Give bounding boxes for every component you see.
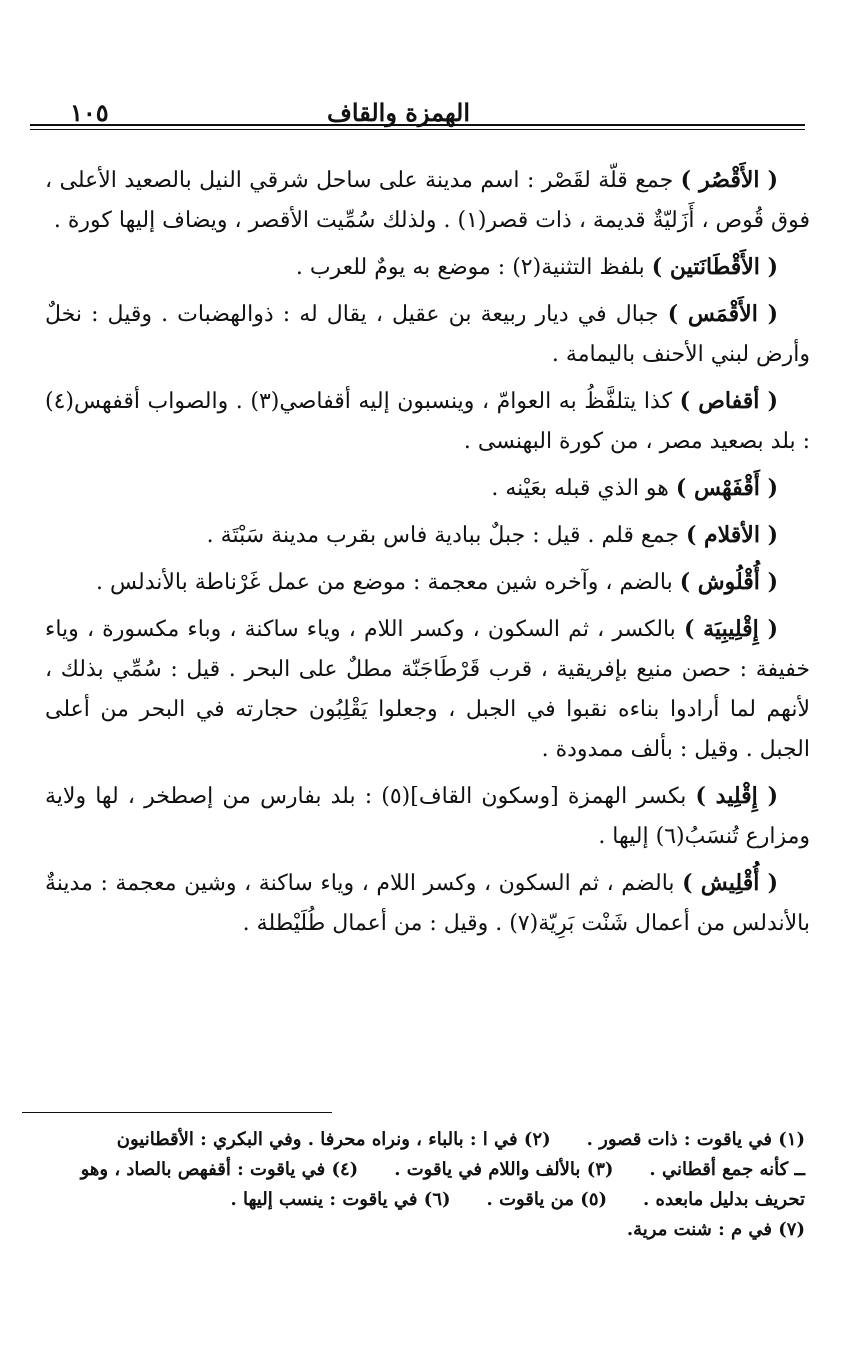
running-title: الهمزة والقاف bbox=[327, 97, 470, 127]
footnote: (٧) في م : شنت مرية. bbox=[626, 1219, 805, 1240]
entry-text: بالكسر ، ثم السكون ، وكسر اللام ، وياء ساكنة ، وباء مكسورة ، وياء خفيفة : حصن منيع بإفريقية ، قرب قَرْطَاجَنّة مطلٌ على البحر . قيل : سُمِّي بذلك ، لأنهم لما أرادوا بناءه نقبوا في الجبل ، وجعلوا يَقْلِبُون حجارته في البحر من أعلى الجبل . وقيل : بألف ممدودة . bbox=[45, 617, 810, 762]
entry-text: هو الذي قبله بعَيْنه . bbox=[491, 476, 676, 501]
footnote: (٣) بالألف واللام في ياقوت . bbox=[394, 1159, 614, 1180]
entry-term: ( إِقْلِيبِيَة ) bbox=[683, 616, 779, 642]
footnote-line bbox=[60, 1185, 805, 1215]
header-rule bbox=[30, 124, 805, 130]
footnote: (٢) في ا : بالباء ، ونراه محرفا . وفي البكري : الأقطانيون bbox=[116, 1129, 551, 1150]
entry-term: ( الأقلام ) bbox=[685, 522, 778, 548]
entry-term: ( أُقْلِيش ) bbox=[682, 870, 778, 896]
footnote-line bbox=[60, 1155, 805, 1185]
footnote: ــ كأنه جمع أقطاني . bbox=[649, 1159, 805, 1180]
entry-term: ( الأَقْمَس ) bbox=[667, 301, 778, 327]
footnote: (٦) في ياقوت : ينسب إليها . bbox=[230, 1189, 451, 1210]
entry-al-aqlam bbox=[45, 515, 810, 556]
entry-al-aqsur bbox=[45, 160, 810, 241]
entry-term: ( الأَقْطَانَتين ) bbox=[651, 254, 778, 280]
main-text bbox=[45, 160, 810, 950]
footnote-line bbox=[60, 1125, 805, 1155]
entry-uqlish bbox=[45, 863, 810, 944]
footnote: (١) في ياقوت : ذات قصور . bbox=[586, 1129, 805, 1150]
entry-aqfahs bbox=[45, 468, 810, 509]
entry-term: ( أقفاص ) bbox=[679, 388, 778, 414]
entry-term: ( أَقْفَهْس ) bbox=[675, 475, 778, 501]
entry-term: ( الأَقْصُر ) bbox=[680, 167, 779, 193]
entry-text: جمع قلم . قيل : جبلٌ ببادية فاس بقرب مدينة سَبْتَة . bbox=[206, 523, 686, 548]
entry-term: ( أُقْلُوش ) bbox=[679, 569, 778, 595]
entry-text: جمع قلّة لقَصْر : اسم مدينة على ساحل شرقي النيل بالصعيد الأعلى ، فوق قُوص ، أَزَليّةٌ قديمة ، ذات قصر(١) . ولذلك سُمِّيت الأقصر ، ويضاف إليها كورة . bbox=[45, 168, 810, 233]
footnote-rule bbox=[22, 1112, 332, 1113]
entry-text: بلفظ التثنية(٢) : موضع به يومٌ للعرب . bbox=[295, 255, 652, 280]
page-number: ١٠٥ bbox=[70, 97, 109, 127]
entry-aqfas bbox=[45, 381, 810, 462]
footnote: (٥) من ياقوت . bbox=[486, 1189, 608, 1210]
entry-text: جبال في ديار ربيعة بن عقيل ، يقال له : ذوالهضبات . وقيل : نخلٌ وأرض لبني الأحنف باليمامة . bbox=[45, 302, 810, 367]
entry-text: بالضم ، وآخره شين معجمة : موضع من عمل غَرْناطة بالأندلس . bbox=[95, 570, 680, 595]
footnote: (٤) في ياقوت : أقفهص بالصاد ، وهو bbox=[80, 1159, 359, 1180]
entry-text: بكسر الهمزة [وسكون القاف](٥) : بلد بفارس من إصطخر ، لها ولاية ومزارع تُنسَبُ(٦) إليها . bbox=[45, 784, 810, 849]
footnote-line bbox=[60, 1215, 805, 1245]
entry-text: بالضم ، ثم السكون ، وكسر اللام ، وياء ساكنة ، وشين معجمة : مدينةٌ بالأندلس من أعمال شَنْت بَرِيّة(٧) . وقيل : من أعمال طُلَيْطلة . bbox=[45, 871, 810, 936]
entry-iqlid bbox=[45, 776, 810, 857]
entry-term: ( إِقْلِيد ) bbox=[695, 783, 778, 809]
footnotes bbox=[60, 1125, 805, 1245]
entry-iqlibiya bbox=[45, 609, 810, 770]
entry-text: كذا يتلفَّظُ به العوامّ ، وينسبون إليه أقفاصي(٣) . والصواب أقفهس(٤) : بلد بصعيد مصر ، من كورة البهنسى . bbox=[45, 389, 810, 454]
footnote: تحريف بدليل مابعده . bbox=[643, 1189, 805, 1210]
entry-aqlush bbox=[45, 562, 810, 603]
entry-al-aqmas bbox=[45, 294, 810, 375]
entry-al-aqtanatain bbox=[45, 247, 810, 288]
